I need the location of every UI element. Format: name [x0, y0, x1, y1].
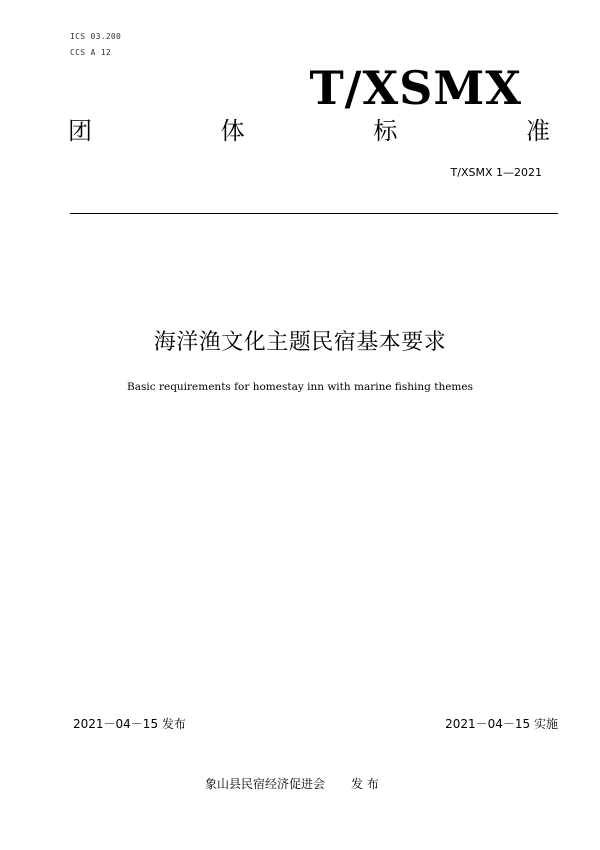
issuer-action: 发 布 [351, 777, 379, 791]
standard-type-char: 准 [525, 117, 550, 145]
implement-date: 2021－04－15 实施 [445, 717, 558, 731]
standard-type-char: 团 [68, 117, 92, 145]
issuer-line [205, 776, 379, 792]
standard-logo: T/XSMX [309, 61, 522, 115]
classification-codes [70, 29, 121, 61]
standard-number: T/XSMX 1—2021 [450, 166, 542, 179]
issuer-organization: 象山县民宿经济促进会 [205, 777, 326, 791]
title-chinese: 海洋渔文化主题民宿基本要求 [153, 330, 447, 355]
standard-type-char: 体 [220, 117, 245, 145]
ics-code: ICS 03.200 [70, 32, 122, 41]
header-divider [70, 213, 558, 214]
ccs-code: CCS A 12 [70, 48, 111, 57]
standard-type-heading [68, 116, 550, 146]
title-english: Basic requirements for homestay inn with marine fishing themes [127, 381, 473, 393]
publish-date: 2021－04－15 发布 [73, 717, 186, 731]
standard-type-char: 标 [373, 117, 398, 145]
